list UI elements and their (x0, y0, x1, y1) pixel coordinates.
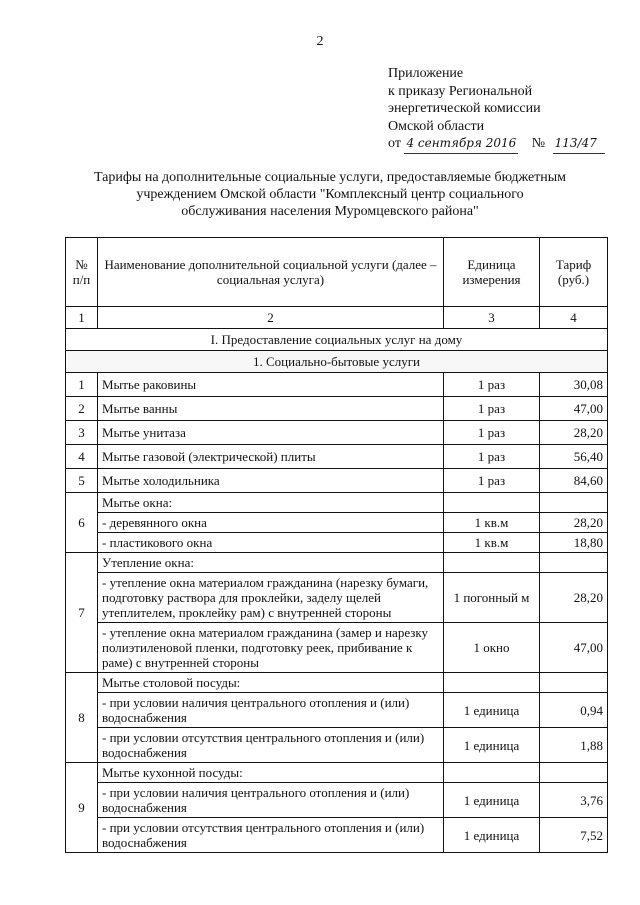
row-num: 2 (66, 397, 98, 421)
subrow-price: 3,76 (540, 783, 608, 818)
appendix-line-4: Омской области (388, 118, 485, 134)
row-unit: 1 раз (444, 373, 540, 397)
subrow-price: 28,20 (540, 573, 608, 623)
subrow-price: 28,20 (540, 513, 608, 533)
subrow-price: 7,52 (540, 818, 608, 853)
row-num: 5 (66, 469, 98, 493)
row-name: Мытье унитаза (98, 421, 444, 445)
section-title: I. Предоставление социальных услуг на дому (66, 329, 608, 351)
row-name: Мытье газовой (электрической) плиты (98, 445, 444, 469)
handwritten-date: 4 сентября 2016 (404, 135, 518, 154)
column-number: 4 (540, 307, 608, 329)
row-group-name: Утепление окна: (98, 553, 444, 573)
title-line-3: обслуживания населения Муромцевского района" (181, 204, 479, 219)
document-title (50, 169, 610, 220)
subrow-name: - при условии наличия центрального отопления и (или) водоснабжения (98, 693, 444, 728)
subrow-unit: 1 погонный м (444, 573, 540, 623)
row-name: Мытье ванны (98, 397, 444, 421)
header-tariff: Тариф (руб.) (540, 238, 608, 307)
row-name: Мытье раковины (98, 373, 444, 397)
row-price: 84,60 (540, 469, 608, 493)
row-price-empty (540, 493, 608, 513)
table-subrow (66, 513, 608, 533)
row-price-empty (540, 553, 608, 573)
subsection-title: 1. Социально-бытовые услуги (66, 351, 608, 373)
row-unit: 1 раз (444, 421, 540, 445)
table-row (66, 673, 608, 693)
row-unit-empty (444, 763, 540, 783)
appendix-line-3: энергетической комиссии (388, 101, 541, 116)
table-row (66, 493, 608, 513)
row-price: 28,20 (540, 421, 608, 445)
table-row (66, 421, 608, 445)
table-subrow (66, 533, 608, 553)
row-group-name: Мытье окна: (98, 493, 444, 513)
row-num: 9 (66, 763, 98, 853)
table-row (66, 469, 608, 493)
table-row (66, 763, 608, 783)
row-num: 7 (66, 553, 98, 673)
column-number: 3 (444, 307, 540, 329)
tariff-table (65, 237, 608, 853)
subrow-name: - при условии отсутствия центрального отопления и (или) водоснабжения (98, 728, 444, 763)
row-price-empty (540, 763, 608, 783)
column-number: 2 (98, 307, 444, 329)
from-label: от (388, 136, 401, 151)
subrow-unit: 1 единица (444, 783, 540, 818)
row-num: 3 (66, 421, 98, 445)
handwritten-number: 113/47 (553, 135, 605, 154)
table-subrow (66, 693, 608, 728)
appendix-line-1: Приложение (388, 66, 464, 81)
header-unit: Единица измерения (444, 238, 540, 307)
subrow-unit: 1 единица (444, 818, 540, 853)
subrow-unit: 1 окно (444, 623, 540, 673)
subrow-unit: 1 кв.м (444, 533, 540, 553)
section-row (66, 329, 608, 351)
page-number: 2 (316, 34, 324, 49)
subrow-price: 0,94 (540, 693, 608, 728)
subrow-name: - утепление окна материалом гражданина (нарезку бумаги, подготовку раствора для проклейки, заделу щелей утеплителем, проклейку рам) с внутренней стороны (98, 573, 444, 623)
row-price: 47,00 (540, 397, 608, 421)
table-subrow (66, 623, 608, 673)
subrow-price: 1,88 (540, 728, 608, 763)
row-price: 30,08 (540, 373, 608, 397)
table-subrow (66, 783, 608, 818)
row-unit-empty (444, 553, 540, 573)
table-subrow (66, 818, 608, 853)
subsection-row (66, 351, 608, 373)
column-number-row (66, 307, 608, 329)
row-unit: 1 раз (444, 397, 540, 421)
table-subrow (66, 573, 608, 623)
row-price: 56,40 (540, 445, 608, 469)
table-row (66, 397, 608, 421)
row-group-name: Мытье кухонной посуды: (98, 763, 444, 783)
row-group-name: Мытье столовой посуды: (98, 673, 444, 693)
number-label: № (531, 136, 546, 151)
table-subrow (66, 728, 608, 763)
subrow-name: - при условии наличия центрального отопления и (или) водоснабжения (98, 783, 444, 818)
subrow-name: - утепление окна материалом гражданина (замер и нарезку полиэтиленовой пленки, подготовку реек, прибивание к раме) с внутренней стороны (98, 623, 444, 673)
column-number: 1 (66, 307, 98, 329)
row-name: Мытье холодильника (98, 469, 444, 493)
subrow-name: - деревянного окна (98, 513, 444, 533)
subrow-name: - пластикового окна (98, 533, 444, 553)
row-num: 8 (66, 673, 98, 763)
subrow-price: 18,80 (540, 533, 608, 553)
row-num: 4 (66, 445, 98, 469)
row-price-empty (540, 673, 608, 693)
subrow-unit: 1 кв.м (444, 513, 540, 533)
row-num: 1 (66, 373, 98, 397)
table-row (66, 373, 608, 397)
header-num: № п/п (66, 238, 98, 307)
header-name: Наименование дополнительной социальной услуги (далее – социальная услуга) (98, 238, 444, 307)
row-unit-empty (444, 493, 540, 513)
table-row (66, 553, 608, 573)
appendix-line-2: к приказу Региональной (388, 83, 533, 99)
row-unit: 1 раз (444, 445, 540, 469)
subrow-unit: 1 единица (444, 693, 540, 728)
subrow-unit: 1 единица (444, 728, 540, 763)
subrow-price: 47,00 (540, 623, 608, 673)
subrow-name: - при условии отсутствия центрального отопления и (или) водоснабжения (98, 818, 444, 853)
appendix-date-line (388, 135, 605, 154)
table-row (66, 445, 608, 469)
title-line-2: учреждением Омской области "Комплексный центр социального (136, 187, 524, 202)
title-line-1: Тарифы на дополнительные социальные услуги, предоставляемые бюджетным (93, 170, 567, 185)
row-unit: 1 раз (444, 469, 540, 493)
row-num: 6 (66, 493, 98, 553)
row-unit-empty (444, 673, 540, 693)
table-header-row (66, 238, 608, 307)
appendix-block (388, 65, 605, 154)
